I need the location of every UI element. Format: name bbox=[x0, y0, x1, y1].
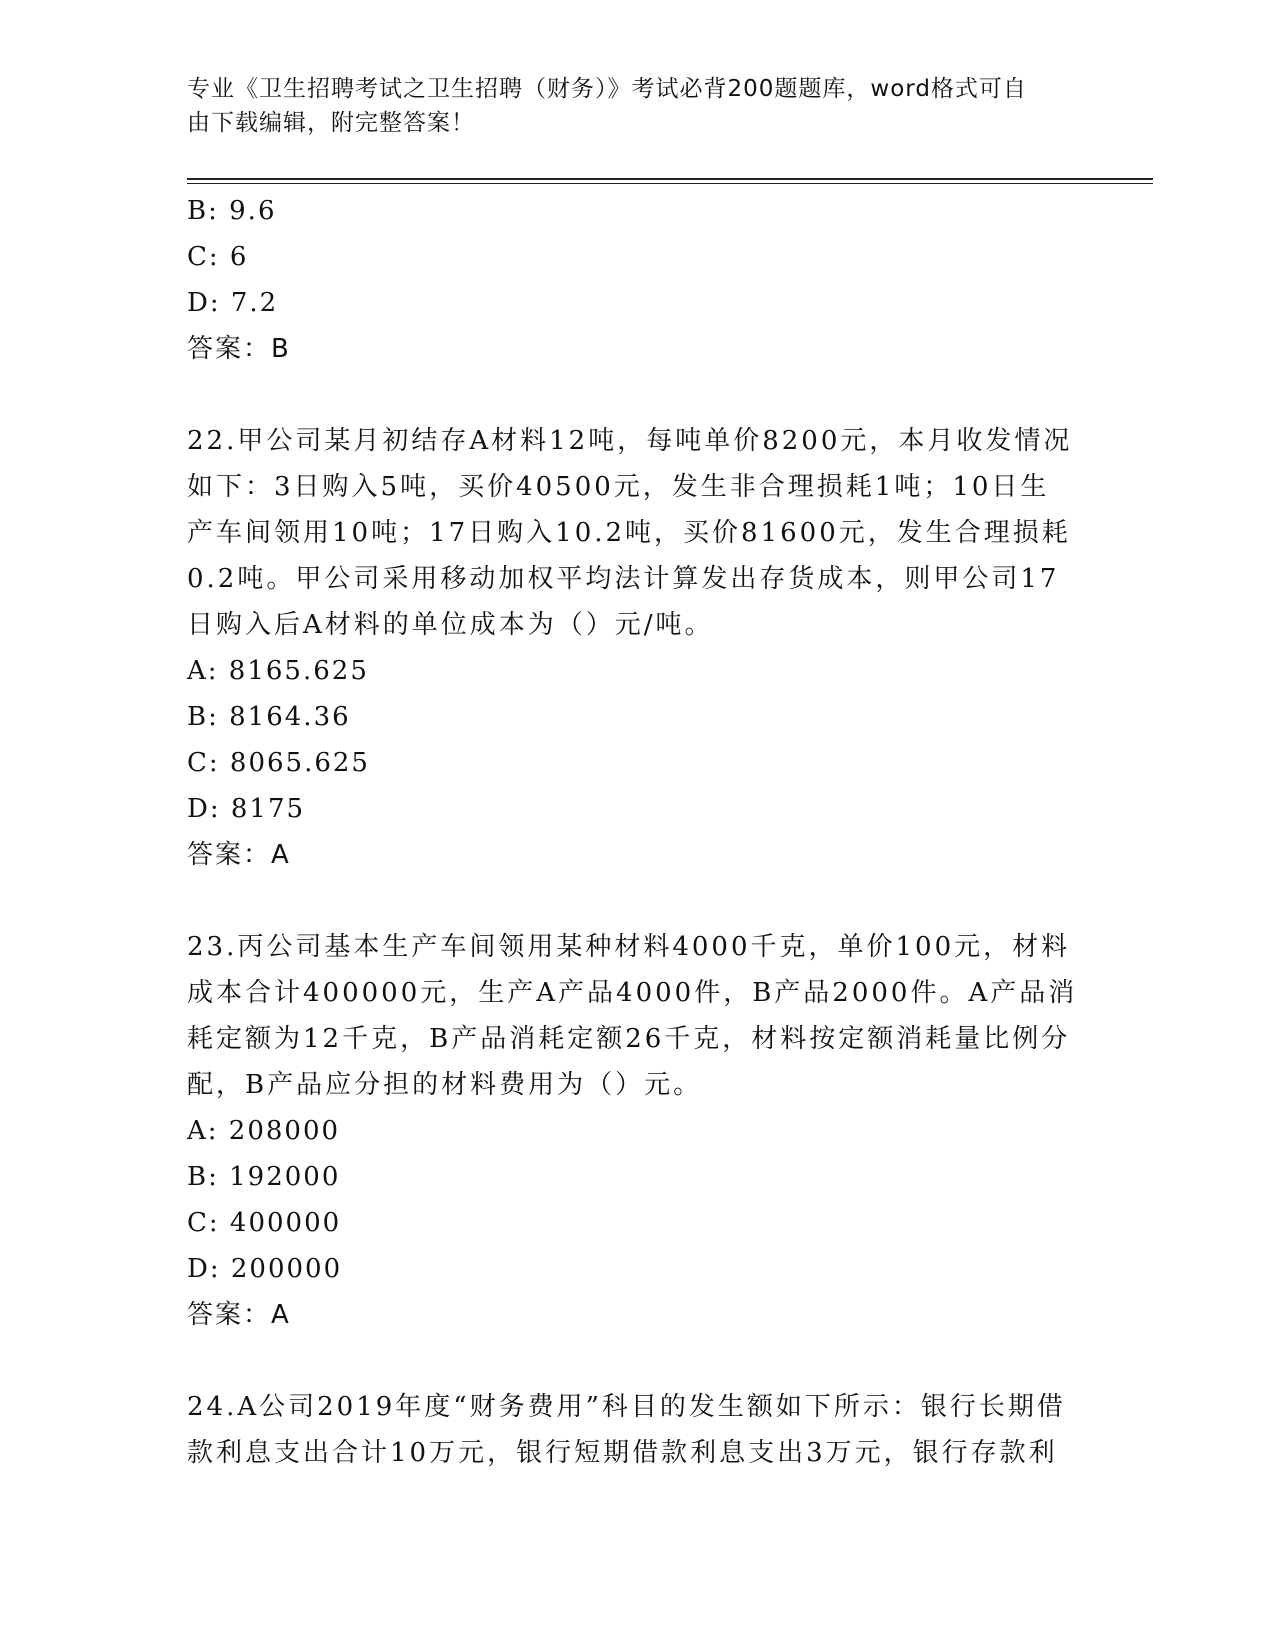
option-c: C: 6 bbox=[187, 242, 249, 272]
header-line-2: 由下载编辑，附完整答案！ bbox=[187, 110, 475, 136]
option-b: B: 9.6 bbox=[187, 196, 277, 226]
header-line-1: 专业《卫生招聘考试之卫生招聘（财务）》考试必背200题题库，word格式可自 bbox=[187, 76, 1027, 102]
question-stem-line: 款利息支出合计10万元，银行短期借款利息支出3万元，银行存款利 bbox=[187, 1438, 1058, 1468]
answer-label: 答案：B bbox=[187, 334, 291, 364]
answer-label: 答案：A bbox=[187, 1300, 291, 1330]
question-stem-line: 成本合计400000元，生产A产品4000件，B产品2000件。A产品消 bbox=[187, 978, 1078, 1008]
header-divider-thin bbox=[187, 183, 1153, 184]
question-stem-line: 配，B产品应分担的材料费用为（）元。 bbox=[187, 1070, 703, 1100]
question-stem-line: 0.2吨。甲公司采用移动加权平均法计算发出存货成本，则甲公司17 bbox=[187, 564, 1060, 594]
question-stem-line: 23.丙公司基本生产车间领用某种材料4000千克，单价100元，材料 bbox=[187, 932, 1071, 962]
question-stem-line: 22.甲公司某月初结存A材料12吨，每吨单价8200元，本月收发情况 bbox=[187, 426, 1073, 456]
question-24 bbox=[187, 1384, 1087, 1476]
option-d: D: 200000 bbox=[187, 1254, 343, 1284]
document-body bbox=[187, 188, 1087, 1476]
option-d: D: 8175 bbox=[187, 794, 306, 824]
question-stem-line: 如下：3日购入5吨，买价40500元，发生非合理损耗1吨；10日生 bbox=[187, 472, 1050, 502]
question-stem-line: 产车间领用10吨；17日购入10.2吨，买价81600元，发生合理损耗 bbox=[187, 518, 1071, 548]
header-divider-thick bbox=[187, 178, 1153, 180]
question-21 bbox=[187, 188, 1087, 372]
question-23 bbox=[187, 924, 1087, 1338]
question-22 bbox=[187, 418, 1087, 878]
option-a: A: 208000 bbox=[187, 1116, 341, 1146]
question-stem-line: 耗定额为12千克，B产品消耗定额26千克，材料按定额消耗量比例分 bbox=[187, 1024, 1071, 1054]
option-a: A: 8165.625 bbox=[187, 656, 369, 686]
answer-label: 答案：A bbox=[187, 840, 291, 870]
document-header bbox=[187, 72, 1087, 140]
option-b: B: 8164.36 bbox=[187, 702, 351, 732]
option-d: D: 7.2 bbox=[187, 288, 279, 318]
option-c: C: 8065.625 bbox=[187, 748, 370, 778]
question-stem-line: 24.A公司2019年度“财务费用”科目的发生额如下所示：银行长期借 bbox=[187, 1392, 1066, 1422]
question-stem-line: 日购入后A材料的单位成本为（）元/吨。 bbox=[187, 610, 714, 640]
option-c: C: 400000 bbox=[187, 1208, 342, 1238]
option-b: B: 192000 bbox=[187, 1162, 341, 1192]
